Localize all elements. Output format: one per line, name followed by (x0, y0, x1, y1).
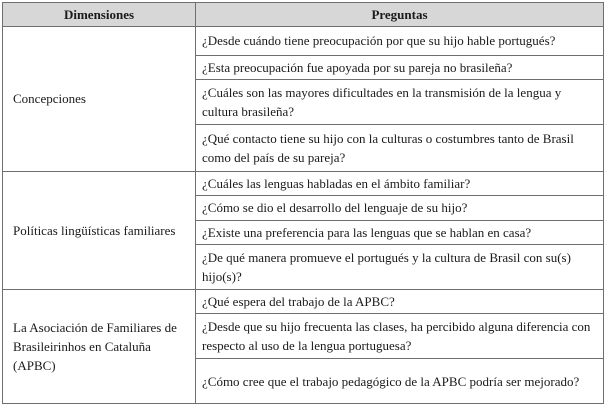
question-cell: ¿Cuáles las lenguas habladas en el ámbito familiar? (196, 171, 604, 195)
question-cell: ¿De qué manera promueve el portugués y la cultura de Brasil con su(s) hijo(s)? (196, 245, 604, 290)
question-cell: ¿Cuáles son las mayores dificultades en la transmisión de la lengua y cultura brasileña? (196, 79, 604, 124)
table-row (3, 171, 604, 195)
dimension-apbc: La Asociación de Familiares de Brasileirinhos en Cataluña (APBC) (3, 289, 196, 403)
question-cell: ¿Existe una preferencia para las lenguas que se hablan en casa? (196, 220, 604, 244)
question-cell: ¿Cómo se dio el desarrollo del lenguaje de su hijo? (196, 196, 604, 220)
table-row (3, 27, 604, 56)
dimension-concepciones: Concepciones (3, 27, 196, 172)
header-preguntas: Preguntas (196, 3, 604, 27)
question-cell: ¿Desde cuándo tiene preocupación por que su hijo hable portugués? (196, 27, 604, 56)
questions-table (2, 2, 604, 404)
question-cell: ¿Cómo cree que el trabajo pedagógico de la APBC podría ser mejorado? (196, 359, 604, 404)
question-cell: ¿Qué contacto tiene su hijo con la culturas o costumbres tanto de Brasil como del país de su pareja? (196, 124, 604, 171)
dimension-politicas: Políticas lingüísticas familiares (3, 171, 196, 289)
question-cell: ¿Esta preocupación fue apoyada por su pareja no brasileña? (196, 55, 604, 79)
header-dimensiones: Dimensiones (3, 3, 196, 27)
header-row (3, 3, 604, 27)
question-cell: ¿Desde que su hijo frecuenta las clases, ha percibido alguna diferencia con respecto al uso de la lengua portuguesa? (196, 314, 604, 359)
question-cell: ¿Qué espera del trabajo de la APBC? (196, 289, 604, 313)
table-row (3, 289, 604, 313)
